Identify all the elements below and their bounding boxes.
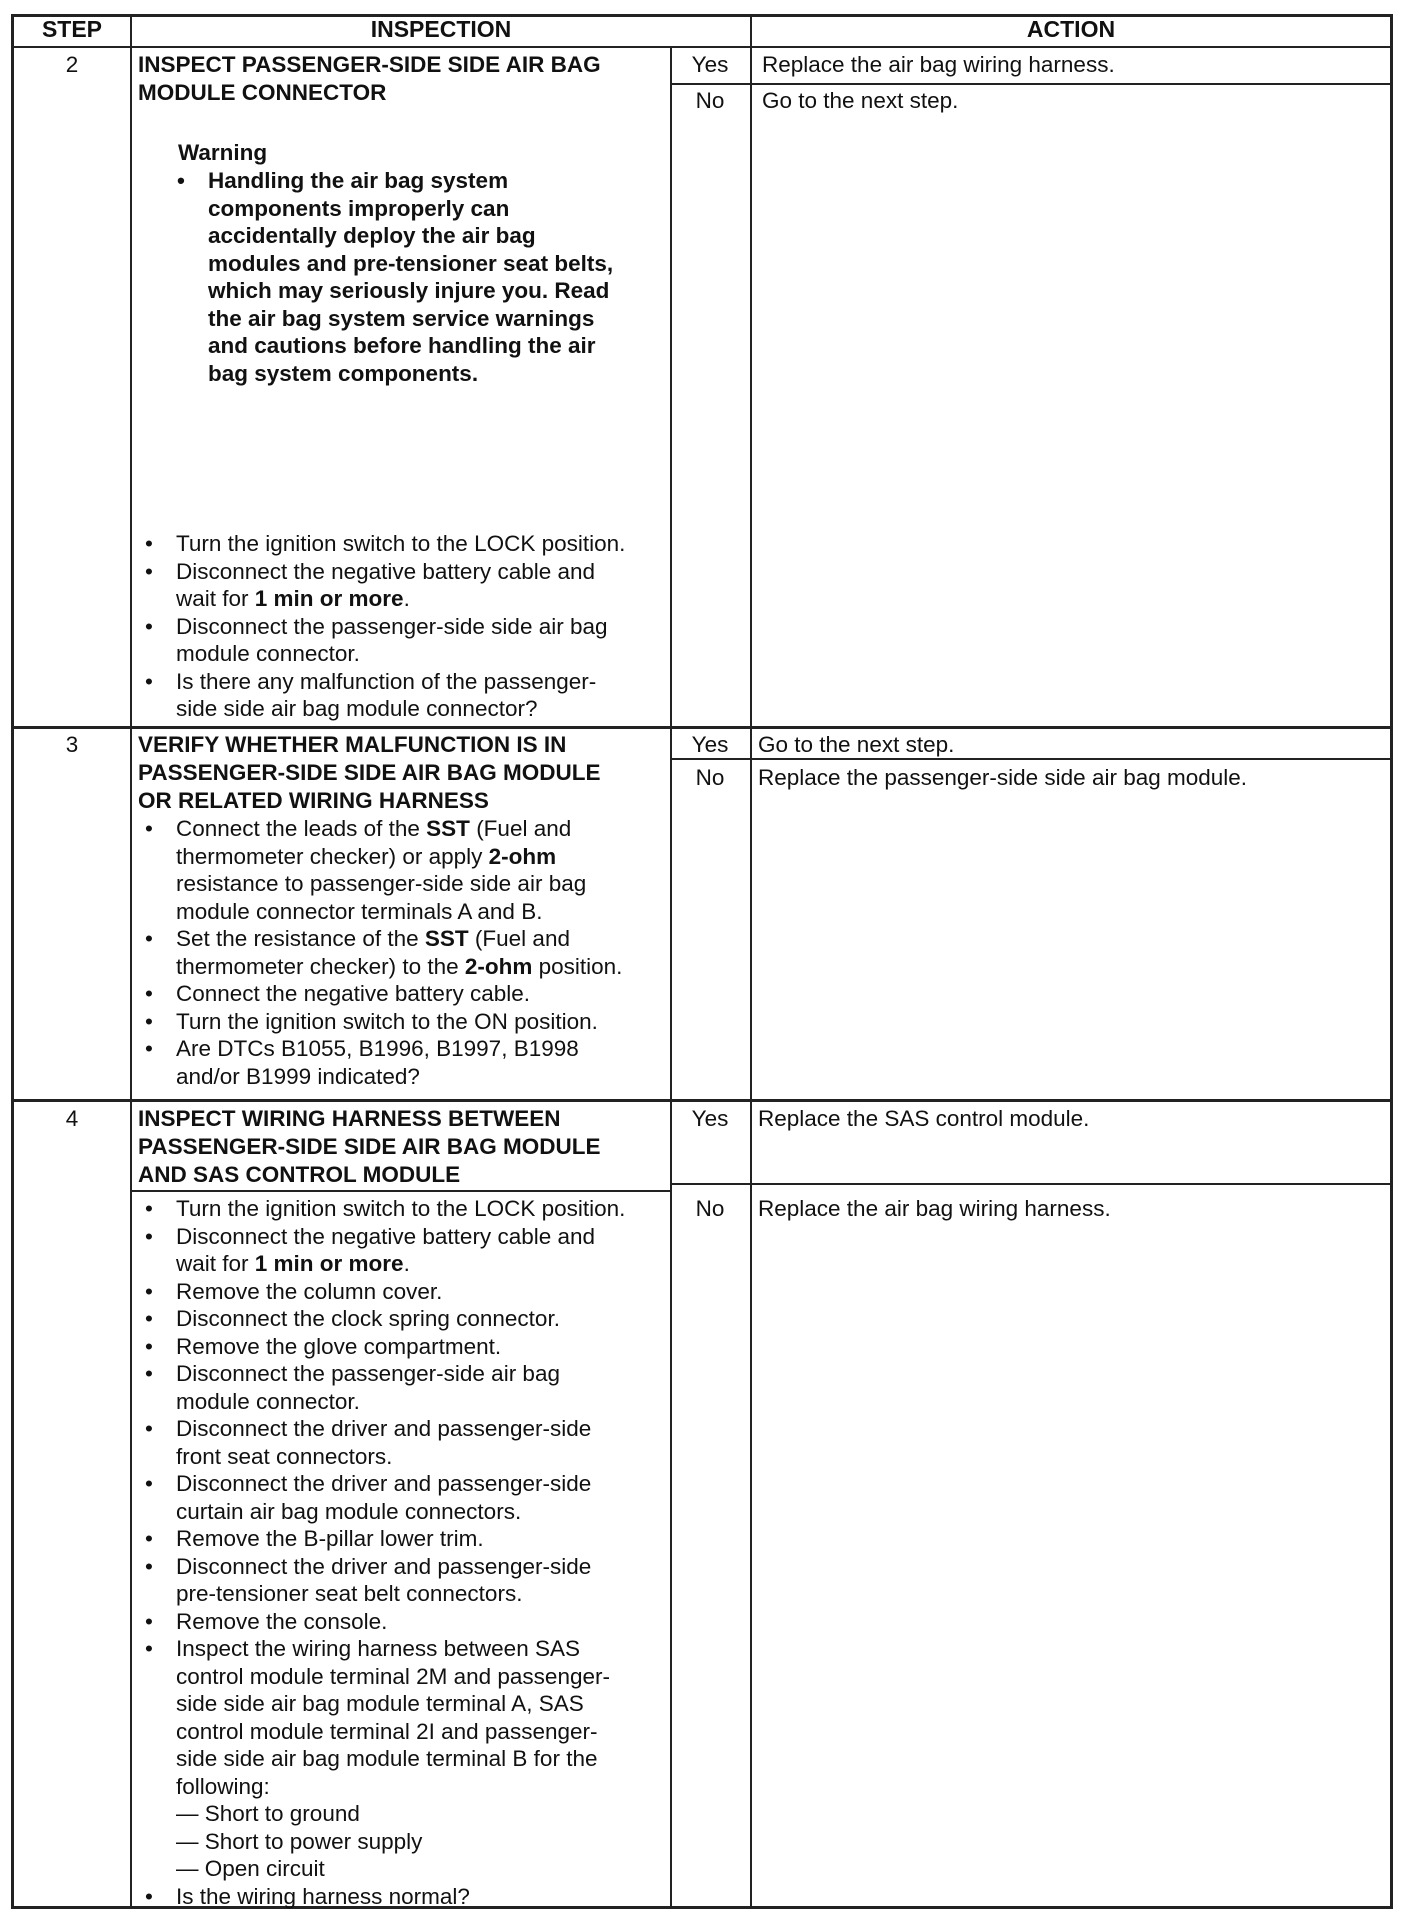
list-item: • Is there any malfunction of the passenger- side side air bag module connector? [140, 668, 625, 723]
warning-item: • Handling the air bag system components improperly can accidentally deploy the air bag modules and pre-tensioner seat belts, which may seriously injure you. Read the air bag system service warnings and cautions before handling the air bag system components. [172, 167, 613, 387]
no-action: Replace the air bag wiring harness. [758, 1196, 1111, 1221]
step2-yes-no-divider [670, 83, 1393, 85]
list-item: • Are DTCs B1055, B1996, B1997, B1998 and/or B1999 indicated? [140, 1035, 622, 1090]
yes-action: Go to the next step. [758, 732, 955, 757]
inspection-list [140, 1195, 625, 1910]
list-item: • Disconnect the negative battery cable and wait for 1 min or more. [140, 1223, 625, 1278]
header-step: STEP [41, 16, 103, 42]
table-left-border [11, 14, 14, 1909]
list-item: • Is the wiring harness normal? [140, 1883, 625, 1911]
sub-item: — Short to power supply [176, 1828, 423, 1854]
list-item: • Remove the B-pillar lower trim. [140, 1525, 625, 1553]
inspection-list [140, 815, 622, 1090]
yes-action: Replace the SAS control module. [758, 1106, 1090, 1131]
list-item: • Disconnect the clock spring connector. [140, 1305, 625, 1333]
step-number: 4 [65, 1106, 79, 1131]
step-title-line: INSPECT WIRING HARNESS BETWEEN [138, 1106, 561, 1131]
list-item: • Disconnect the driver and passenger-side curtain air bag module connectors. [140, 1470, 625, 1525]
step-title-line: MODULE CONNECTOR [138, 80, 387, 105]
no-action: Go to the next step. [762, 88, 959, 113]
yes-action: Replace the air bag wiring harness. [762, 52, 1115, 77]
action-col-divider [750, 14, 752, 1909]
list-item: • Inspect the wiring harness between SAS control module terminal 2M and passenger- side side air bag module terminal A, SAS control module terminal 2I and passenger- side side air bag module terminal B for the following: [140, 1635, 625, 1800]
inspection-col-divider [670, 48, 672, 1909]
row2-bottom-border [11, 726, 1393, 729]
no-label: No [695, 765, 725, 790]
inspection-list [140, 530, 625, 723]
step-title-line: AND SAS CONTROL MODULE [138, 1162, 461, 1187]
header-action: ACTION [1026, 16, 1116, 42]
list-item: • Remove the column cover. [140, 1278, 625, 1306]
header-inspection: INSPECTION [370, 16, 512, 42]
step-number: 3 [65, 732, 79, 757]
step4-yes-no-divider [670, 1183, 1393, 1185]
list-item: • Disconnect the driver and passenger-side front seat connectors. [140, 1415, 625, 1470]
yes-label: Yes [691, 52, 729, 77]
list-item: • Turn the ignition switch to the LOCK position. [140, 530, 625, 558]
warning-label: Warning [178, 140, 268, 165]
list-item: • Turn the ignition switch to the ON position. [140, 1008, 622, 1036]
sub-item: — Open circuit [176, 1856, 325, 1881]
list-item: • Turn the ignition switch to the LOCK position. [140, 1195, 625, 1223]
step-title-line: VERIFY WHETHER MALFUNCTION IS IN [138, 732, 567, 757]
step-title-line: INSPECT PASSENGER-SIDE SIDE AIR BAG [138, 52, 601, 77]
list-item: • Disconnect the passenger-side side air bag module connector. [140, 613, 625, 668]
list-item: • Connect the negative battery cable. [140, 980, 622, 1008]
list-item: • Set the resistance of the SST (Fuel and thermometer checker) to the 2-ohm position. [140, 925, 622, 980]
step-col-divider [130, 14, 132, 1909]
no-label: No [695, 1196, 725, 1221]
list-item: • Disconnect the passenger-side air bag module connector. [140, 1360, 625, 1415]
table-right-border [1390, 14, 1393, 1909]
step-title-line: OR RELATED WIRING HARNESS [138, 788, 489, 813]
list-item: • Remove the glove compartment. [140, 1333, 625, 1361]
no-action: Replace the passenger-side side air bag module. [758, 765, 1248, 790]
row3-bottom-border [11, 1099, 1393, 1102]
step-number: 2 [65, 52, 79, 77]
sub-item: — Short to ground [176, 1801, 360, 1826]
yes-label: Yes [691, 732, 729, 757]
list-item: • Disconnect the negative battery cable and wait for 1 min or more. [140, 558, 625, 613]
list-item: • Remove the console. [140, 1608, 625, 1636]
header-bottom-border [11, 46, 1393, 48]
list-item: • Disconnect the driver and passenger-side pre-tensioner seat belt connectors. [140, 1553, 625, 1608]
list-item: • Connect the leads of the SST (Fuel and thermometer checker) or apply 2-ohm resistance to passenger-side side air bag module connector terminals A and B. [140, 815, 622, 925]
no-label: No [695, 88, 725, 113]
step-title-line: PASSENGER-SIDE SIDE AIR BAG MODULE [138, 760, 601, 785]
step4-title-divider [130, 1190, 672, 1192]
warning-list [172, 167, 613, 387]
yes-label: Yes [691, 1106, 729, 1131]
step-title-line: PASSENGER-SIDE SIDE AIR BAG MODULE [138, 1134, 601, 1159]
